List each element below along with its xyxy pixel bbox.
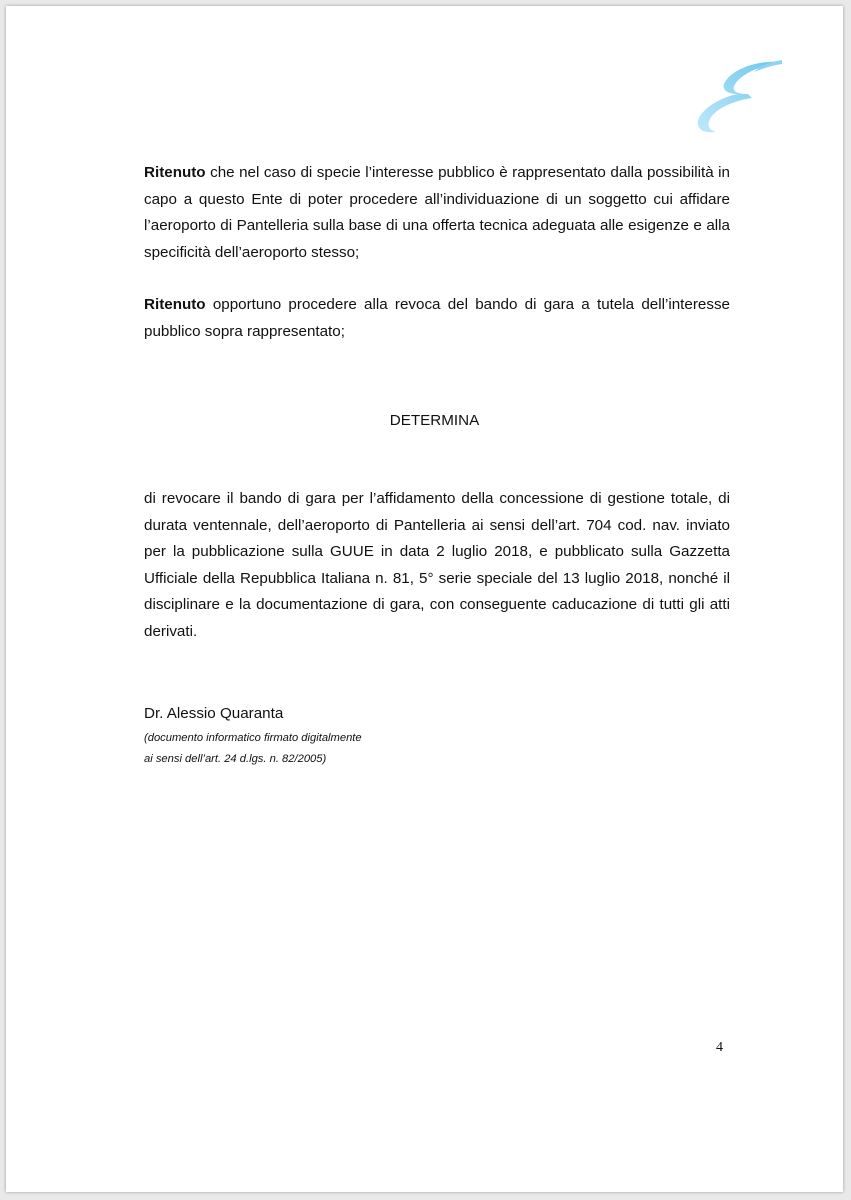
- paragraph-ritenuto-interesse: [144, 160, 730, 266]
- paragraph-ritenuto-revoca: [144, 292, 730, 345]
- paragraph-body: che nel caso di specie l’interesse pubblico è rappresentato dalla possibilità in capo a questo Ente di poter procedere all’individuazione di un soggetto cui affidare l’aeroporto di Pantelleria sulla base di una offerta tecnica adeguata alle esigenze e alla specificità dell’aeroporto stesso;: [144, 164, 730, 261]
- paragraph-lead: Ritenuto: [144, 164, 206, 181]
- paragraph-body: opportuno procedere alla revoca del bando di gara a tutela dell’interesse pubblico sopra rappresentato;: [144, 296, 730, 340]
- signature-note-line: (documento informatico firmato digitalmente: [144, 732, 362, 744]
- signature-note-line: ai sensi dell’art. 24 d.lgs. n. 82/2005): [144, 753, 327, 765]
- determina-heading: DETERMINA: [389, 412, 480, 429]
- paragraph-lead: Ritenuto: [144, 296, 206, 313]
- enac-logo-icon: [686, 56, 796, 142]
- document-page: [6, 6, 843, 1192]
- page-number: 4: [716, 1040, 723, 1055]
- signer-name: Dr. Alessio Quaranta: [144, 705, 284, 722]
- paragraph-revoca-bando: di revocare il bando di gara per l’affidamento della concessione di gestione totale, di durata ventennale, dell’aeroporto di Pantelleria ai sensi dell’art. 704 cod. nav. inviato per la pubblicazione sulla GUUE in data 2 luglio 2018, e pubblicato sulla Gazzetta Ufficiale della Repubblica Italiana n. 81, 5° serie speciale del 13 luglio 2018, nonché il disciplinare e la documentazione di gara, con conseguente caducazione di tutti gli atti derivati.: [144, 490, 730, 640]
- digital-signature-note: [144, 728, 362, 770]
